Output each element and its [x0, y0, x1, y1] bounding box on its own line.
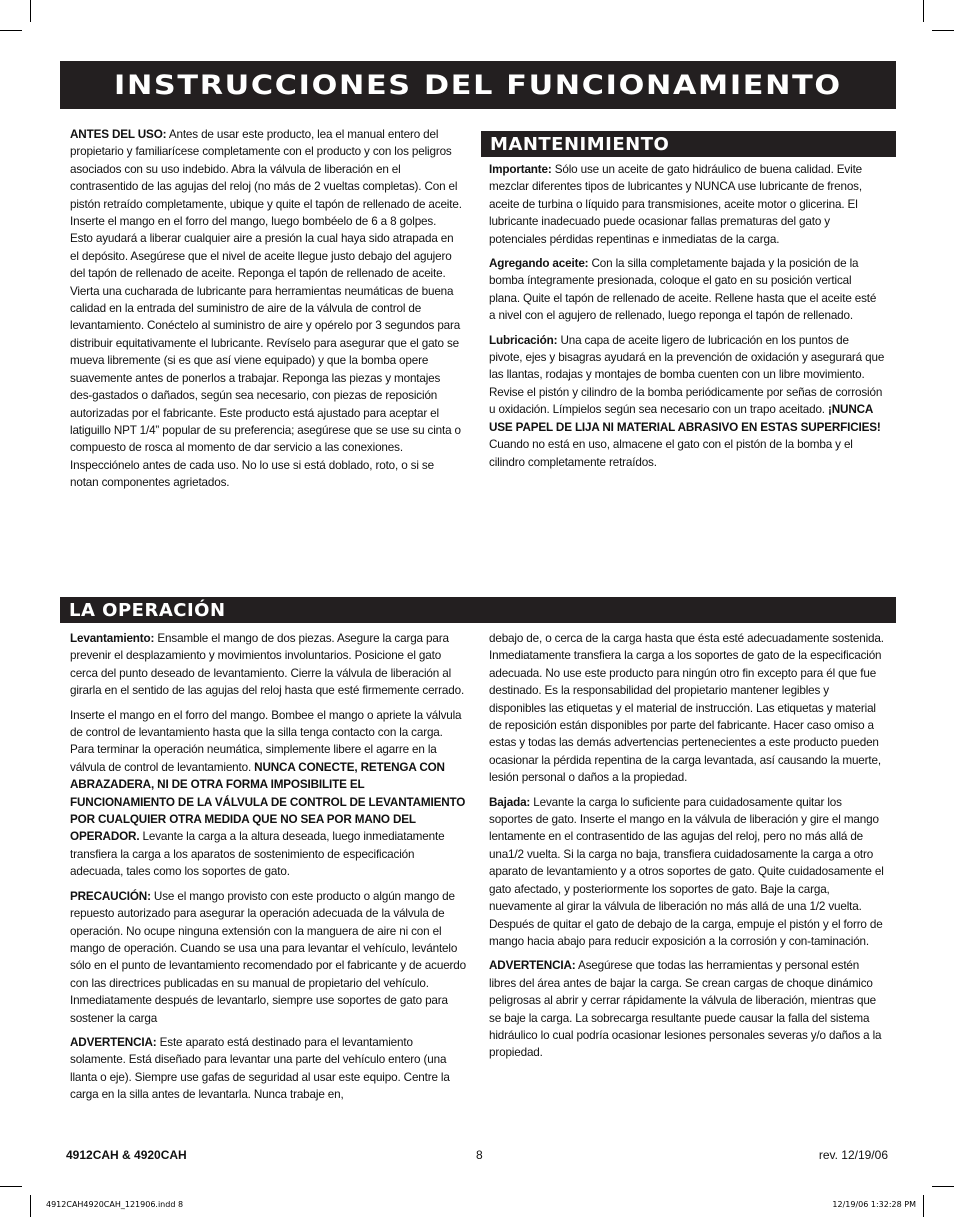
- continuation-paragraph: [489, 630, 885, 787]
- importante-text: Sólo use un aceite de gato hidráulico de buena calidad. Evite mezclar diferentes tipos de lubricantes y NUNCA use lubricante de frenos, aceite de turbina o líquido para transmisiones, aceite motor o glicerina. El lubricante inadecuado puede ocasionar fallas prematuras del gato y potenciales pérdidas repentinas e inmediatas de la carga.: [489, 163, 863, 246]
- importante-paragraph: [489, 161, 885, 248]
- antes-del-uso-section: [70, 126, 462, 499]
- advertencia-text: Este aparato está destinado para el levantamiento solamente. Está diseñado para levantar una parte del vehículo entero (una llanta o eje). Siempre use gafas de seguridad al usar este equipo. Centre la carga en la silla antes de levantarla. Nunca trabaje en,: [70, 1035, 450, 1102]
- precaucion-text: Use el mango provisto con este producto o algún mango de repuesto autorizado para asegurar la operación adecuada de la válvula de operación. No ocupe ninguna extensión con la manguera de aire ni con el mango de operación. Cuando se usa una para levantar el vehículo, levántelo sólo en el punto de levantamiento recomendado por el fabricante y de acuerdo con las directrices publicadas en su manual de propietario del vehículo. Inmediatamente después de levantarlo, siempre use soportes de gato para sostener la carga: [70, 889, 466, 1025]
- lubricacion-warning: ¡NUNCA USE PAPEL DE LIJA NI MATERIAL ABRASIVO EN ESTAS SUPERFICIES!: [489, 403, 881, 434]
- advertencia-label: ADVERTENCIA:: [70, 1035, 157, 1049]
- mantenimiento-section: [489, 161, 885, 478]
- slug-timestamp: 12/19/06 1:32:28 PM: [832, 1200, 916, 1209]
- inserte-text: Inserte el mango en el forro del mango. Bombee el mango o apriete la válvula de control de levantamiento hasta que la silla tenga contacto con la carga. Para terminar la operación neumática, simplemente libere el agarre en la válvula de control de levantamiento.: [70, 708, 462, 774]
- levantamiento-label: Levantamiento:: [70, 632, 155, 645]
- crop-mark: [30, 0, 31, 22]
- bajada-paragraph: [489, 794, 885, 951]
- nunca-conecte-warning: NUNCA CONECTE, RETENGA CON ABRAZADERA, NI DE OTRA FORMA IMPOSIBILITE EL FUNCIONAMIENTO DE LA VÁLVULA DE CONTROL DE LEVANTAMIENTO POR CUALQUIER OTRA MEDIDA QUE NO SEA POR MANO DEL OPERADOR.: [70, 760, 466, 844]
- page-title: INSTRUCCIONES DEL FUNCIONAMIENTO: [114, 69, 842, 101]
- antes-text: Antes de usar este producto, lea el manual entero del propietario y familiarícese completamente con el producto y con los peligros asociados con su uso indebido. Abra la válvula de liberación en el contrasentido de las agujas del reloj (no más de 2 vueltas completas). Con el pistón retraído completamente, ubique y quite el tapón de rellenado de aceite. Inserte el mango en el forro del mango, luego bombéelo de 6 a 8 golpes. Esto ayudará a liberar cualquier aire a presión la cual haya sido atrapada en el depósito. Asegúrese que el nivel de aceite llegue justo debajo del agujero del tapón de rellenado de aceite. Reponga el tapón de rellenado de aceite. Vierta una cucharada de lubricante para herramientas neumáticas de buena calidad en la entrada del suministro de aire de la válvula de control de levantamiento. Conéctelo al suministro de aire y opérelo por 3 segundos para distribuir equitativamente el lubricante. Revíselo para asegurar que el gato se mueva libremente (si es que así viene equipado) y que la bomba opere suavemente antes de ponerlos a trabajar. Reponga las piezas y montajes des-gastados o dañados, según sea necesario, con piezas de reposición autorizadas por el fabricante. Este producto está ajustado para aceptar el latiguillo NPT 1/4” popular de su preferencia; asegúrese que se use su cinta o compuesto de rosca al momento de dar servicio a las conexiones. Inspecciónelo antes de cada uso. No lo use si está doblado, roto, o si se notan componentes agrietados.: [70, 128, 462, 490]
- crop-mark: [923, 0, 924, 22]
- operacion-banner: [60, 597, 896, 623]
- precaucion-label: PRECAUCIÓN:: [70, 889, 151, 903]
- continuation-text: debajo de, o cerca de la carga hasta que ésta esté adecuadamente sostenida. Inmediatamente transfiera la carga a los soportes de gato de la especificación adecuada. No use este producto para ningún otro fin excepto para él que fue destinado. Es la responsabilidad del propietario mantener legibles y disponibles las etiquetas y el material de instrucción. Las etiquetas y material de reposición están disponibles por parte del fabricante. Hacer caso omiso a estas y todas las demás advertencias pertenecientes a este producto pueden ocasionar la pérdida repentina de la carga levantada, así causando la muerte, lesión personal o daños a la propiedad.: [489, 632, 884, 785]
- inserte-paragraph: [70, 707, 466, 881]
- crop-mark: [0, 30, 22, 31]
- advertencia-paragraph: [70, 1034, 466, 1104]
- agregando-aceite-paragraph: [489, 255, 885, 325]
- agregando-label: Agregando aceite:: [489, 257, 589, 271]
- crop-mark: [923, 1195, 924, 1217]
- lubricacion-paragraph: [489, 332, 885, 471]
- agregando-text: Con la silla completamente bajada y la posición de la bomba íntegramente presionada, coloque el gato en su posición vertical plana. Quite el tapón de rellenado de aceite. Rellene hasta que el aceite esté a nivel con el agujero de rellenado, luego reponga el tapón de rellenado.: [489, 257, 877, 323]
- operacion-right-column: [489, 630, 885, 1069]
- lubricacion-text: Una capa de aceite ligero de lubricación en los puntos de pivote, ejes y bisagras ayudará en la prevención de oxidación y asegurará que las llantas, rodajas y montajes de bomba cuenten con un libre movimiento. Revise el pistón y cilindro de la bomba periódicamente por señas de corrosión u oxidación. Límpielos según sea necesario con un trapo aceitado.: [489, 333, 885, 417]
- bajada-label: Bajada:: [489, 795, 531, 809]
- footer-revision: rev. 12/19/06: [818, 1148, 888, 1162]
- lubricacion-text-end: Cuando no está en uso, almacene el gato con el pistón de la bomba y el cilindro completamente retraídos.: [489, 438, 853, 469]
- operacion-title: LA OPERACIÓN: [69, 599, 226, 621]
- advertencia-bajada-label: ADVERTENCIA:: [489, 959, 576, 973]
- levantamiento-paragraph: [70, 630, 466, 700]
- precaucion-paragraph: [70, 888, 466, 1027]
- advertencia-bajada-text: Asegúrese que todas las herramientas y personal estén libres del área antes de bajar la carga. Se crean cargas de choque dinámico peligrosas al abrir y cerrar rápidamente la válvula de liberación, mientras que se baje la carga. La sobrecarga resultante puede causar la falla del sistema hidráulico lo cual podría ocasionar lesiones personales severas y/o daños a la propiedad.: [489, 959, 882, 1060]
- advertencia-bajada-paragraph: [489, 957, 885, 1061]
- mantenimiento-banner: [481, 131, 896, 157]
- footer-model: 4912CAH & 4920CAH: [66, 1148, 187, 1162]
- antes-del-uso-paragraph: [70, 126, 462, 492]
- antes-label: ANTES DEL USO:: [70, 128, 167, 141]
- crop-mark: [932, 1186, 954, 1187]
- importante-label: Importante:: [489, 163, 552, 176]
- operacion-left-column: [70, 630, 466, 1111]
- main-title-banner: [60, 61, 896, 109]
- footer-page-number: 8: [476, 1148, 483, 1162]
- crop-mark: [932, 30, 954, 31]
- crop-mark: [30, 1195, 31, 1217]
- mantenimiento-title: MANTENIMIENTO: [490, 133, 670, 155]
- bajada-text: Levante la carga lo suficiente para cuidadosamente quitar los soportes de gato. Inserte el mango en la válvula de liberación y gire el mango lentamente en el contrasentido de las agujas del reloj, pero no más allá de una1/2 vuelta. Si la carga no baja, transfiera cuidadosamente la carga a otro aparato de levantamiento y a otros soportes de gato. Quite cuidadosamente el gato afectado, y posteriormente los soportes de gato. Baje la carga, nuevamente al girar la válvula de liberación no más allá de una 1/2 vuelta. Después de quitar el gato de debajo de la carga, empuje el pistón y el forro de mango hacia abajo para reducir exposición a la corrosión y con-taminación.: [489, 795, 884, 948]
- crop-mark: [0, 1186, 22, 1187]
- inserte-text-end: Levante la carga a la altura deseada, luego inmediatamente transfiera la carga a los aparatos de sostenimiento de especificación adecuada, tales como los soportes de gato.: [70, 830, 445, 879]
- slug-filename: 4912CAH4920CAH_121906.indd 8: [46, 1200, 184, 1209]
- levantamiento-text: Ensamble el mango de dos piezas. Asegure la carga para prevenir el desplazamiento y movimientos involuntarios. Posicione el gato cerca del punto deseado de levantamiento. Cierre la válvula de liberación al girarla en el sentido de las agujas del reloj hasta que esté firmemente cerrado.: [70, 632, 465, 698]
- lubricacion-label: Lubricación:: [489, 333, 558, 347]
